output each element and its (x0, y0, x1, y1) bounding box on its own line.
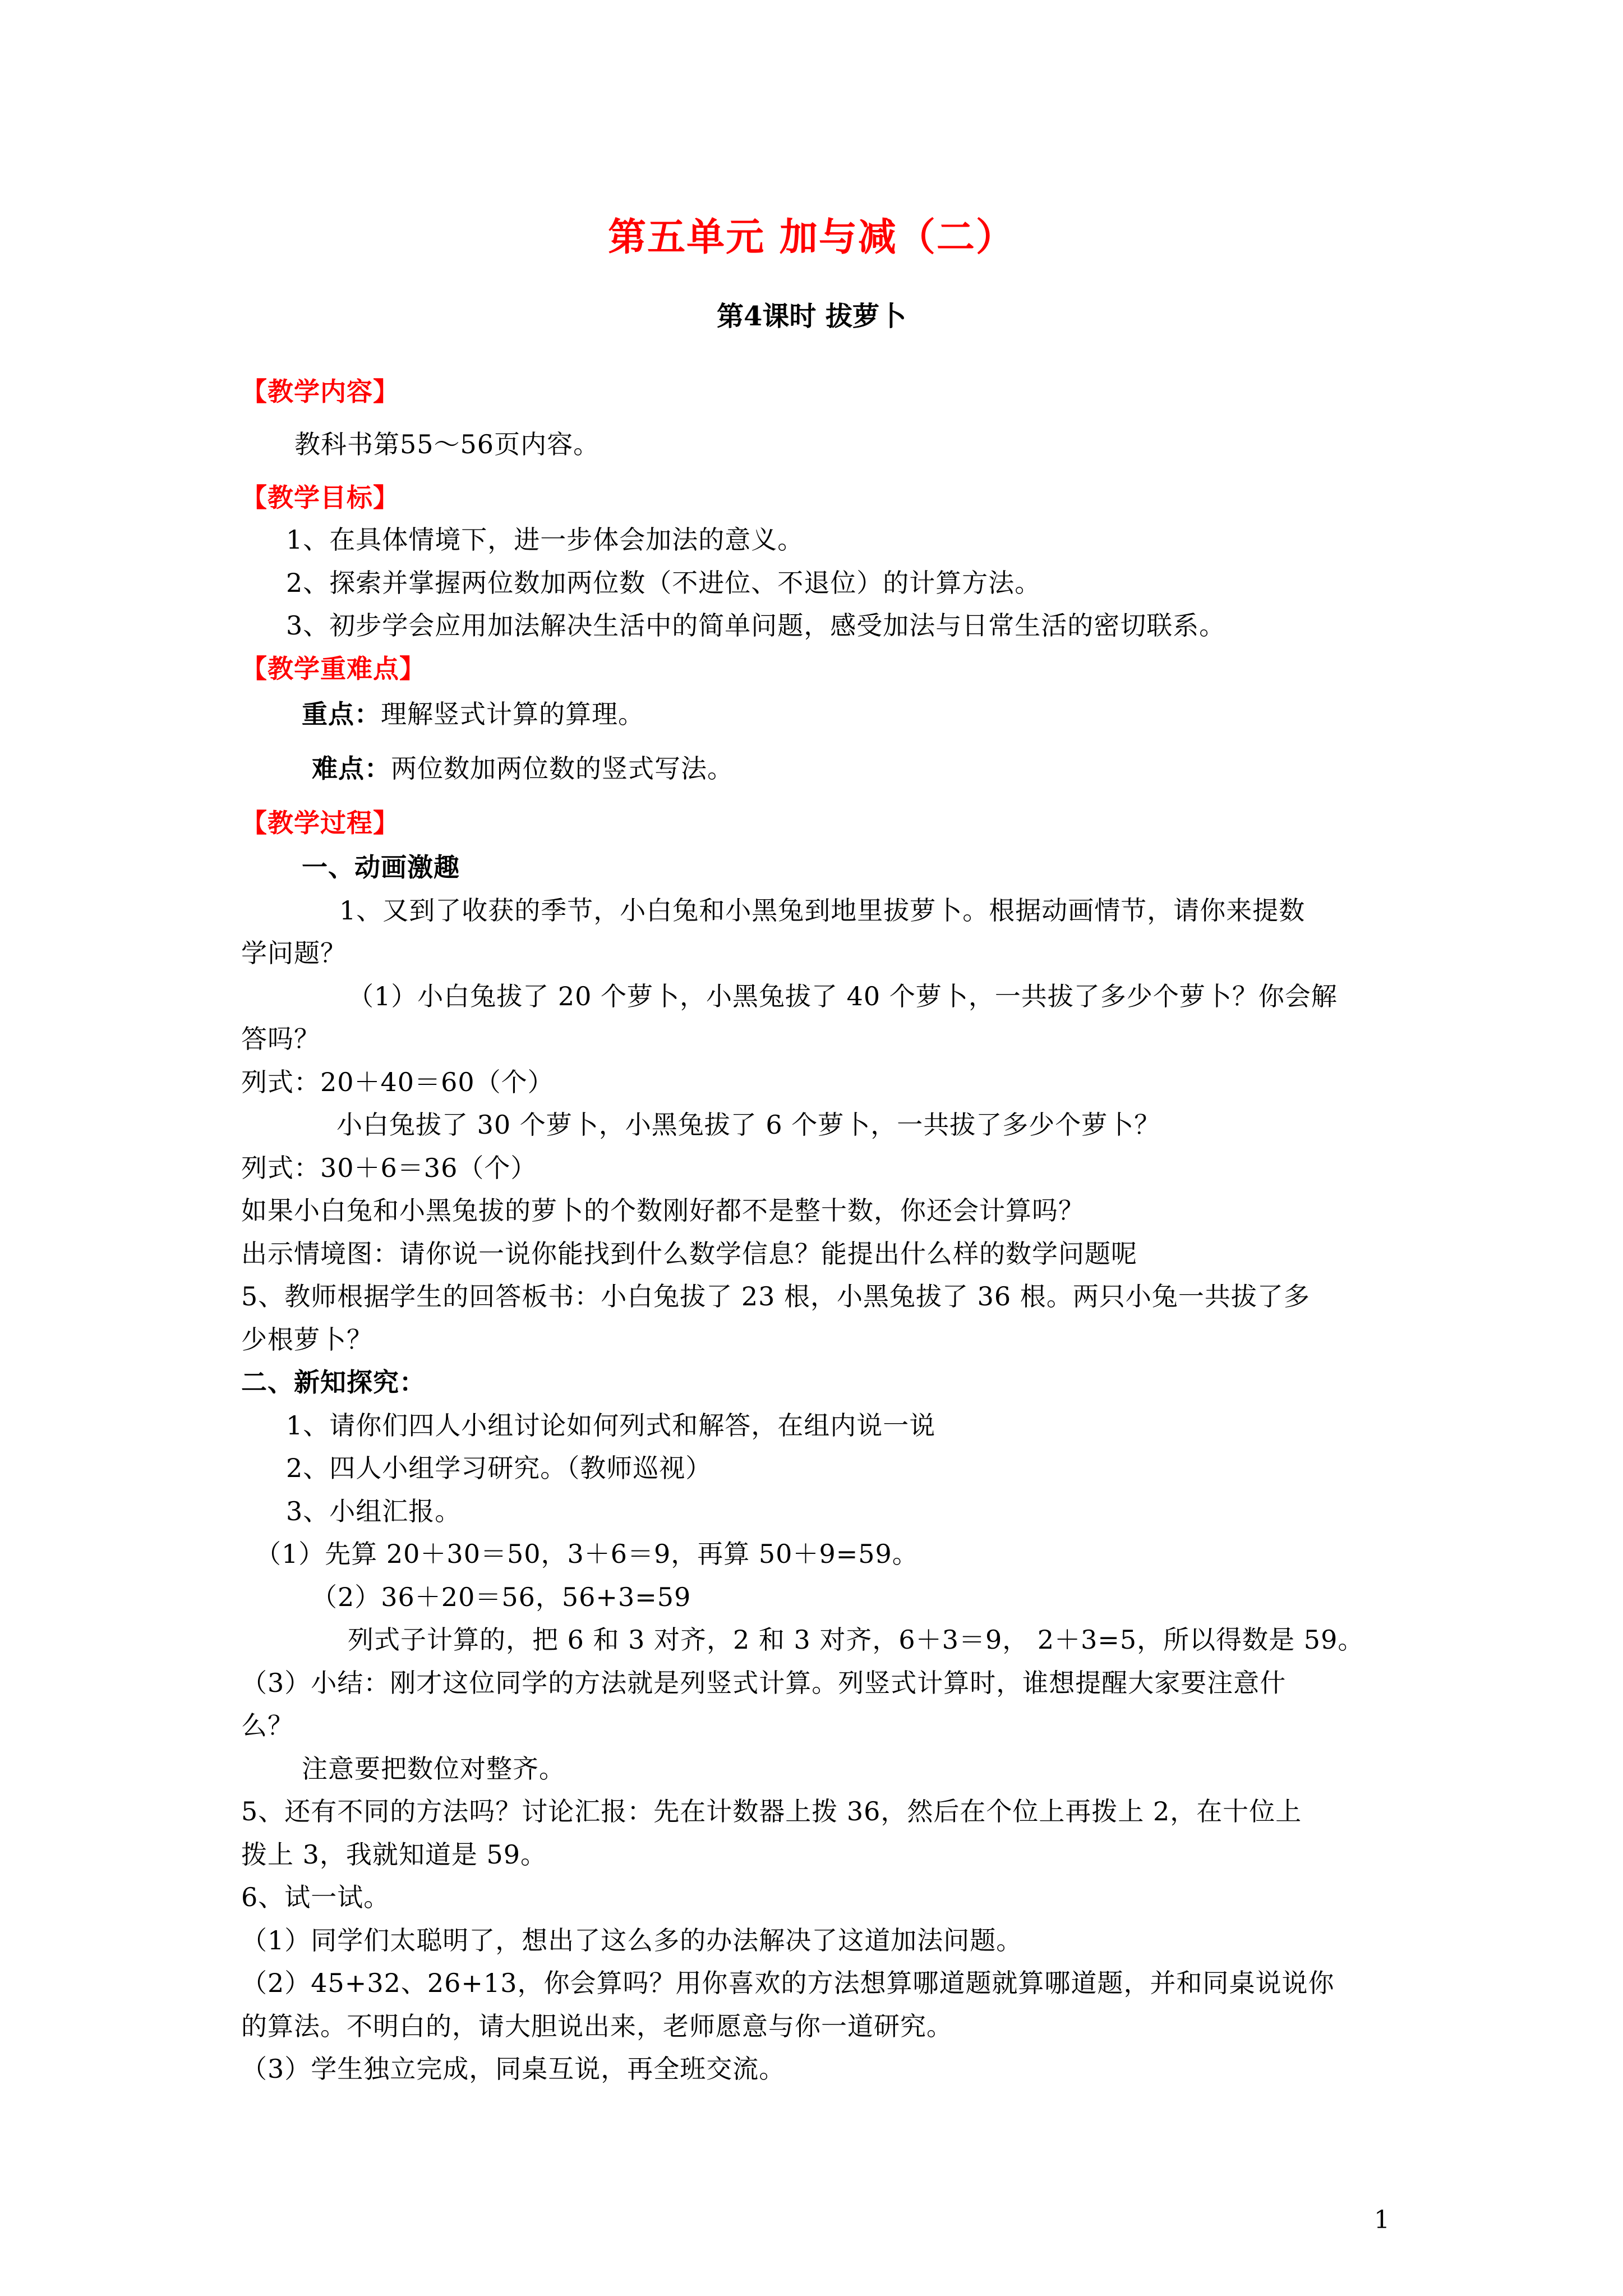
body-line: （2）36＋20＝56，56+3=59 (311, 1582, 691, 1612)
body-line: 的算法。不明白的，请大胆说出来，老师愿意与你一道研究。 (241, 2011, 953, 2041)
body-line: 少根萝卜？ (241, 1324, 373, 1355)
goal-item: 2、探索并掌握两位数加两位数（不进位、不退位）的计算方法。 (286, 568, 1041, 598)
key-point (302, 697, 644, 731)
keypoints-header: 【教学重难点】 (241, 654, 426, 684)
goals-header: 【教学目标】 (241, 482, 399, 513)
body-line: 么？ (241, 1710, 294, 1741)
key-label: 重点： (302, 699, 381, 729)
body-line: 5、还有不同的方法吗？讨论汇报：先在计数器上拨 36，然后在个位上再拨上 2，在十位上 (241, 1796, 1302, 1826)
body-line: 拨上 3，我就知道是 59。 (241, 1839, 547, 1870)
body-line: （1）先算 20＋30＝50，3＋6＝9，再算 50＋9=59。 (255, 1539, 919, 1569)
page-title: 第五单元 加与减（二） (608, 215, 1015, 260)
body-line: 答吗？ (241, 1024, 320, 1054)
body-line: 列式子计算的，把 6 和 3 对齐，2 和 3 对齐，6＋3＝9， 2＋3=5，所以得数是 59。 (348, 1625, 1364, 1655)
goal-item: 1、在具体情境下，进一步体会加法的意义。 (286, 524, 804, 555)
difficulty-point (312, 752, 734, 785)
key-text: 理解竖式计算的算理。 (381, 699, 644, 729)
body-line: 列式：30＋6＝36（个） (241, 1153, 537, 1183)
body-line: 3、小组汇报。 (286, 1496, 462, 1526)
goal-item: 3、初步学会应用加法解决生活中的简单问题，感受加法与日常生活的密切联系。 (286, 610, 1226, 641)
body-line: （3）小结：刚才这位同学的方法就是列竖式计算。列竖式计算时，谁想提醒大家要注意什 (241, 1668, 1287, 1698)
difficulty-label: 难点： (312, 753, 391, 784)
content-header: 【教学内容】 (241, 376, 399, 407)
body-line: 1、又到了收获的季节，小白兔和小黑兔到地里拔萝卜。根据动画情节，请你来提数 (339, 895, 1306, 926)
body-line: （1）同学们太聪明了，想出了这么多的办法解决了这道加法问题。 (241, 1925, 1023, 1955)
body-line: 出示情境图：请你说一说你能找到什么数学信息？能提出什么样的数学问题呢 (241, 1239, 1137, 1269)
difficulty-text: 两位数加两位数的竖式写法。 (391, 753, 734, 784)
body-line: 学问题？ (241, 938, 347, 968)
body-line: 注意要把数位对整齐。 (302, 1754, 565, 1784)
part2-heading: 二、新知探究： (241, 1367, 426, 1397)
body-line: （1）小白兔拔了 20 个萝卜，小黑兔拔了 40 个萝卜，一共拔了多少个萝卜？你会解 (348, 981, 1338, 1011)
part1-heading: 一、动画激趣 (302, 852, 460, 882)
content-text: 教科书第55～56页内容。 (294, 429, 600, 459)
body-line: （3）学生独立完成，同桌互说，再全班交流。 (241, 2054, 786, 2084)
process-header: 【教学过程】 (241, 808, 399, 838)
page-number: 1 (1374, 2206, 1390, 2234)
body-line: 如果小白兔和小黑兔拔的萝卜的个数刚好都不是整十数，你还会计算吗？ (241, 1195, 1085, 1226)
body-line: 列式：20＋40＝60（个） (241, 1067, 554, 1097)
body-line: 1、请你们四人小组讨论如何列式和解答，在组内说一说 (286, 1410, 936, 1441)
body-line: 5、教师根据学生的回答板书：小白兔拔了 23 根，小黑兔拔了 36 根。两只小兔一共拔了多 (241, 1281, 1310, 1312)
body-line: 小白兔拔了 30 个萝卜，小黑兔拔了 6 个萝卜，一共拔了多少个萝卜？ (336, 1110, 1161, 1140)
body-line: （2）45+32、26+13，你会算吗？用你喜欢的方法想算哪道题就算哪道题，并和同桌说说你 (241, 1968, 1335, 1998)
body-line: 6、试一试。 (241, 1882, 390, 1912)
body-line: 2、四人小组学习研究。（教师巡视） (286, 1453, 712, 1483)
lesson-subtitle: 第4课时 拔萝卜 (716, 301, 907, 332)
